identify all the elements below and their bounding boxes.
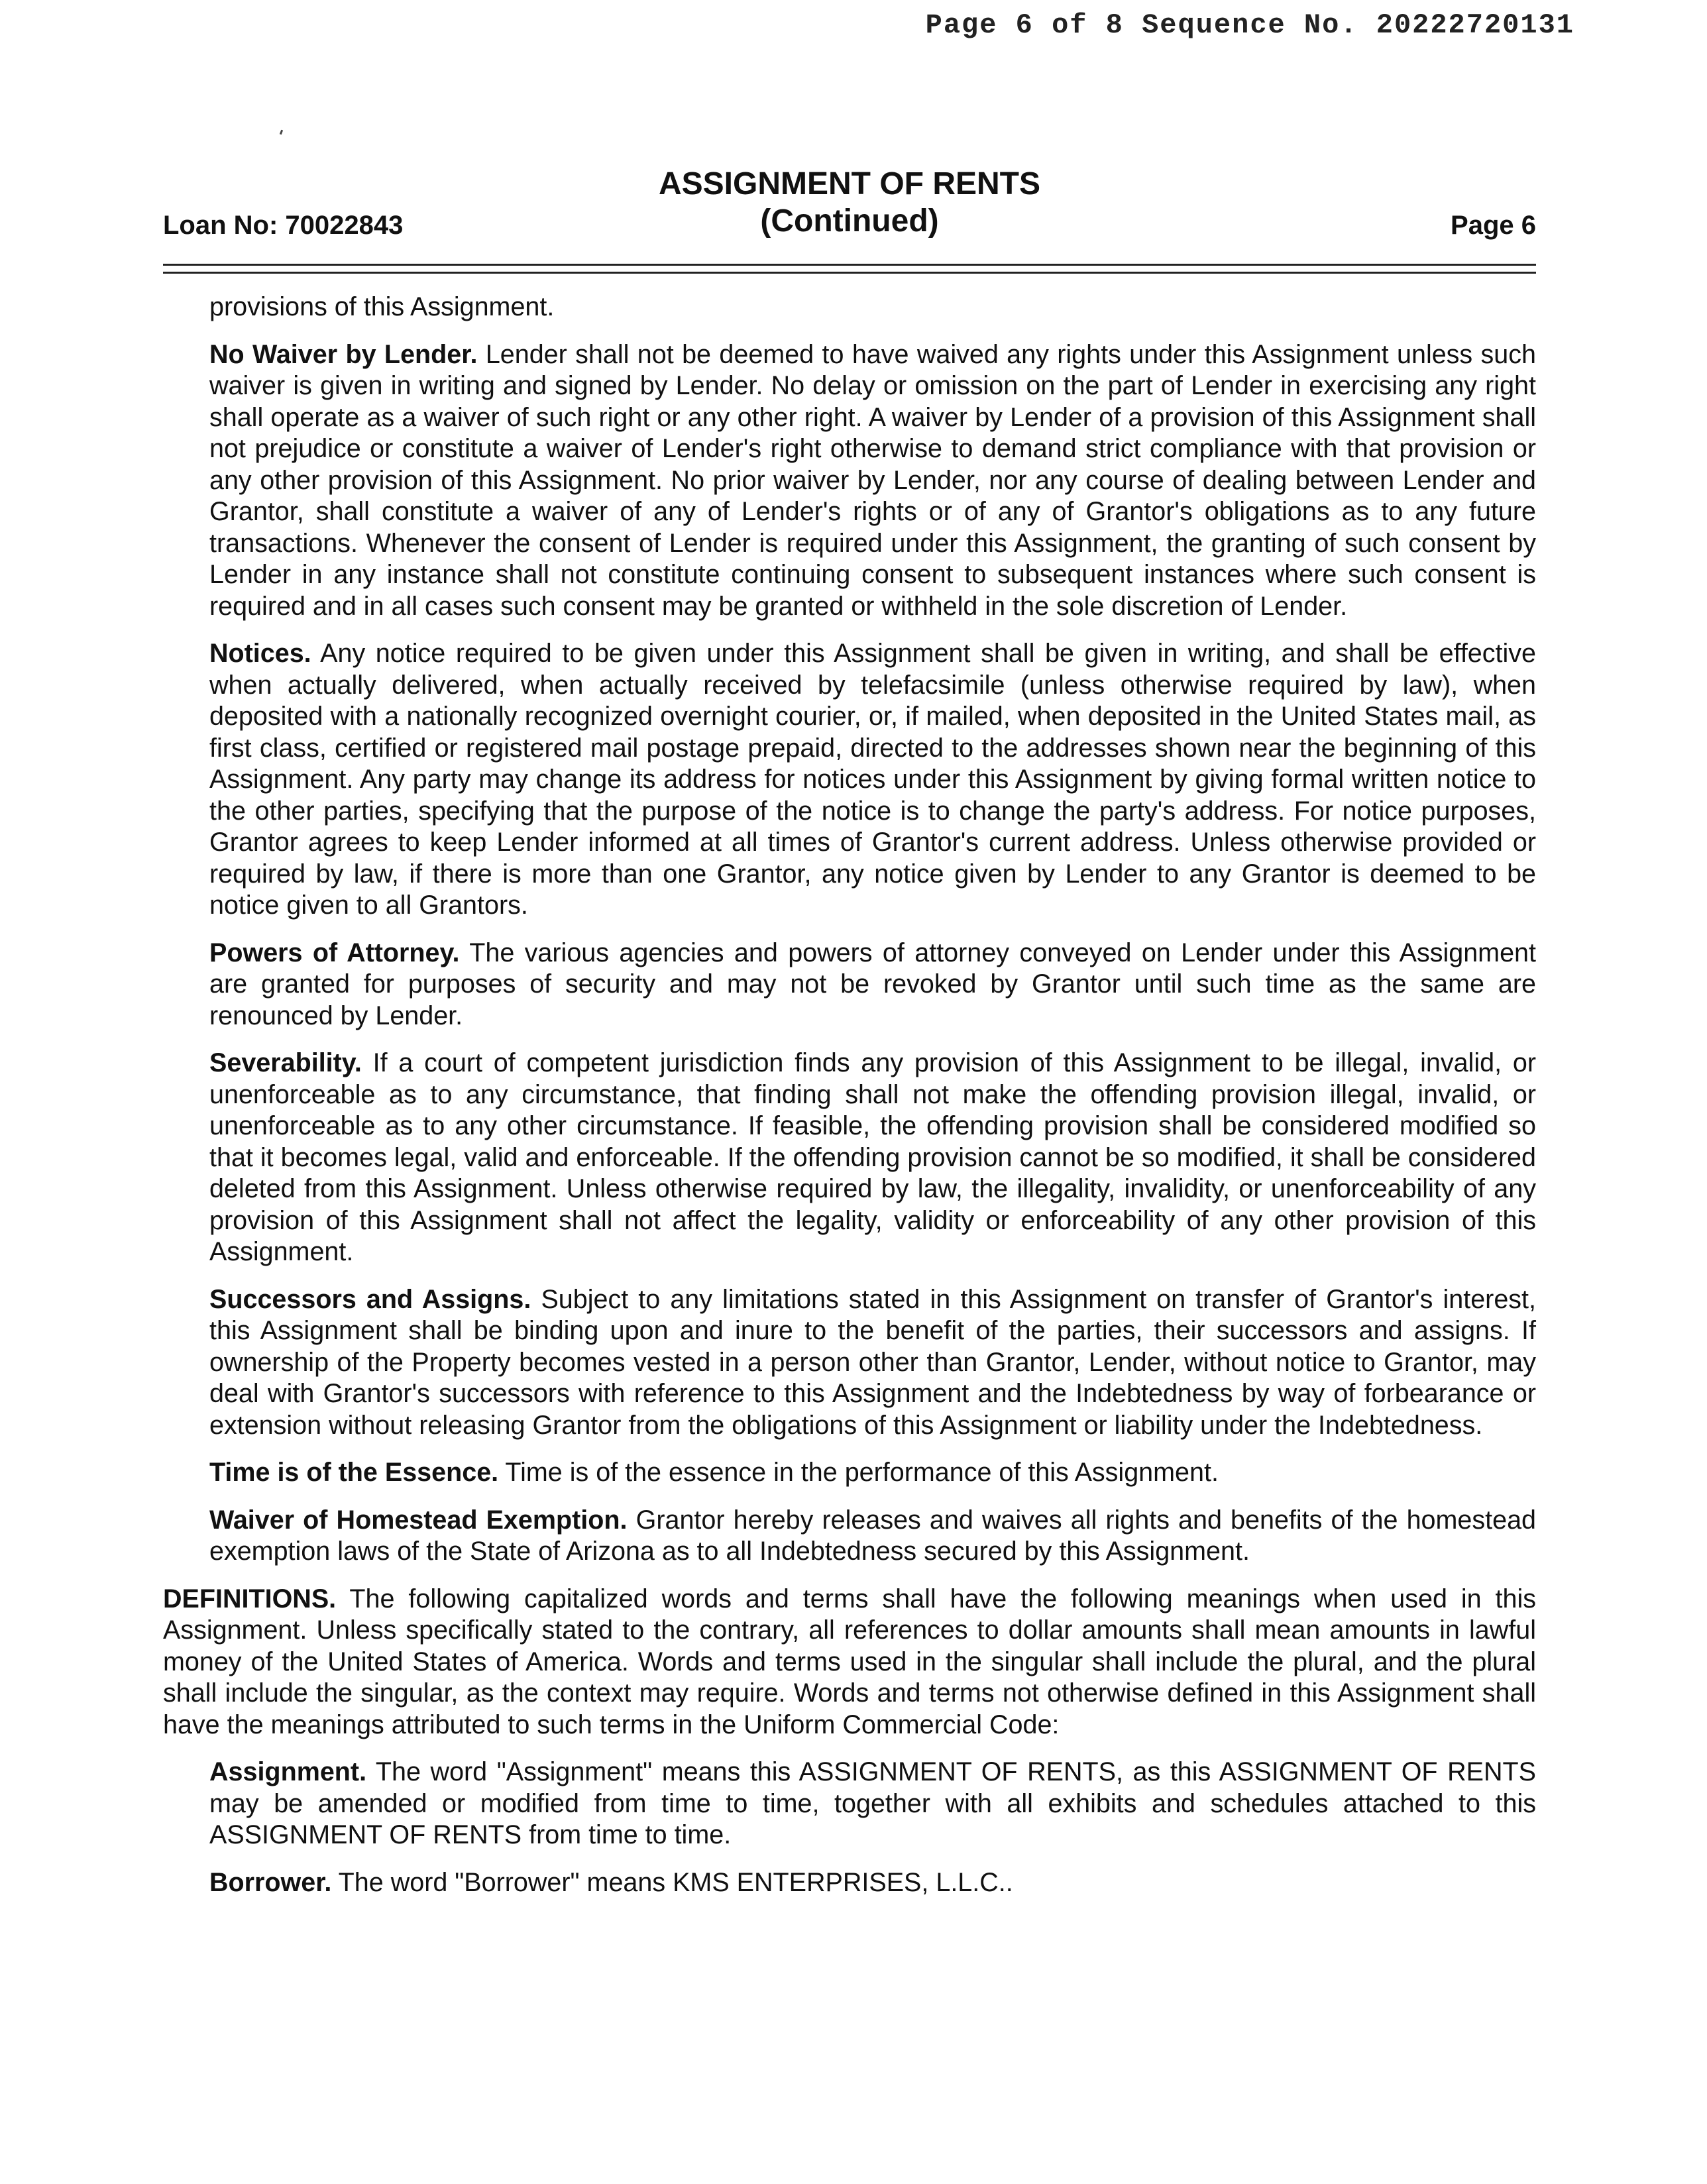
definitions-heading: DEFINITIONS.	[163, 1584, 337, 1613]
scan-speck	[280, 130, 283, 135]
document-body	[163, 292, 1536, 1914]
section-term: Severability.	[209, 1048, 362, 1077]
section-text: Lender shall not be deemed to have waived any rights under this Assignment unless such waiver is given in writing and signed by Lender. No delay or omission on the part of Lender in exercising any right shall operate as a waiver of such right or any other right. A waiver by Lender of a provision of this Assignment shall not prejudice or constitute a waiver of Lender's right otherwise to demand strict compliance with that provision or any other provision of this Assignment. No prior waiver by Lender, nor any course of dealing between Lender and Grantor, shall constitute a waiver of any of Lender's rights or of any of Grantor's obligations as to any future transactions. Whenever the consent of Lender is required under this Assignment, the granting of such consent by Lender in any instance shall not constitute continuing consent to subsequent instances where such consent is required and in all cases such consent may be granted or withheld in the sole discretion of Lender.	[209, 339, 1536, 621]
section-term: No Waiver by Lender.	[209, 339, 478, 369]
section-term: Notices.	[209, 639, 311, 668]
header-divider-bottom	[163, 272, 1536, 274]
section-severability	[209, 1048, 1536, 1268]
section-text: If a court of competent jurisdiction finds any provision of this Assignment to be illegal, invalid, or unenforceable as to any circumstance, that finding shall not make the offending provision illegal, invalid, or unenforceable as to any other circumstance. If feasible, the offending provision shall be considered modified so that it becomes legal, valid and enforceable. If the offending provision cannot be so modified, it shall be considered deleted from this Assignment. Unless otherwise required by law, the illegality, invalidity, or unenforceability of any provision of this Assignment shall not affect the legality, validity or enforceability of any other provision of this Assignment.	[209, 1048, 1536, 1266]
definitions-intro	[163, 1584, 1536, 1741]
page-number: Page 6	[1451, 211, 1536, 240]
continued-text: provisions of this Assignment.	[209, 292, 555, 321]
section-successors-and-assigns	[209, 1284, 1536, 1442]
section-homestead-waiver	[209, 1505, 1536, 1568]
loan-number: Loan No: 70022843	[163, 211, 404, 240]
document-title: ASSIGNMENT OF RENTS	[658, 166, 1041, 201]
section-text: Grantor hereby releases and waives all rights and benefits of the homestead exemption laws of the State of Arizona as to all Indebtedness secured by this Assignment.	[209, 1505, 1536, 1566]
header-divider-top	[163, 264, 1536, 266]
section-term: Powers of Attorney.	[209, 938, 460, 967]
section-no-waiver	[209, 339, 1536, 623]
section-term: Time is of the Essence.	[209, 1458, 499, 1487]
section-text: Subject to any limitations stated in this Assignment on transfer of Grantor's interest, this Assignment shall be binding upon and inure to the benefit of the parties, their successors and assigns. If ownership of the Property becomes vested in a person other than Grantor, Lender, without notice to Grantor, may deal with Grantor's successors with reference to this Assignment and the Indebtedness by way of forbearance or extension without releasing Grantor from the obligations of this Assignment or liability under the Indebtedness.	[209, 1284, 1536, 1440]
section-term: Waiver of Homestead Exemption.	[209, 1505, 628, 1535]
section-notices	[209, 638, 1536, 922]
section-term: Successors and Assigns.	[209, 1284, 531, 1314]
definition-assignment	[209, 1757, 1536, 1851]
definition-term: Assignment.	[209, 1757, 367, 1786]
definitions-text: The following capitalized words and terms shall have the following meanings when used in this Assignment. Unless specifically stated to the contrary, all references to dollar amounts shall mean amounts in lawful money of the United States of America. Words and terms used in the singular shall include the plural, and the plural shall include the singular, as the context may require. Words and terms not otherwise defined in this Assignment shall have the meanings attributed to such terms in the Uniform Commercial Code:	[163, 1584, 1536, 1739]
definition-borrower	[209, 1867, 1536, 1899]
section-powers-of-attorney	[209, 938, 1536, 1032]
definition-text: The word "Borrower" means KMS ENTERPRISES, L.L.C..	[338, 1867, 1013, 1897]
document-subtitle: (Continued)	[760, 203, 939, 239]
section-time-of-essence	[209, 1457, 1536, 1489]
section-text: Time is of the essence in the performance of this Assignment.	[505, 1458, 1219, 1487]
document-header	[163, 166, 1536, 245]
definition-term: Borrower.	[209, 1867, 332, 1897]
definition-text: The word "Assignment" means this ASSIGNMENT OF RENTS, as this ASSIGNMENT OF RENTS may be amended or modified from time to time, together with all exhibits and schedules attached to this ASSIGNMENT OF RENTS from time to time.	[209, 1757, 1536, 1849]
recording-stamp: Page 6 of 8 Sequence No. 20222720131	[925, 9, 1574, 41]
section-text: The various agencies and powers of attorney conveyed on Lender under this Assignment are granted for purposes of security and may not be revoked by Grantor until such time as the same are renounced by Lender.	[209, 938, 1537, 1030]
section-text: Any notice required to be given under this Assignment shall be given in writing, and shall be effective when actually delivered, when actually received by telefacsimile (unless otherwise required by law), when deposited with a nationally recognized overnight courier, or, if mailed, when deposited in the United States mail, as first class, certified or registered mail postage prepaid, directed to the addresses shown near the beginning of this Assignment. Any party may change its address for notices under this Assignment by giving formal written notice to the other parties, specifying that the purpose of the notice is to change the party's address. For notice purposes, Grantor agrees to keep Lender informed at all times of Grantor's current address. Unless otherwise provided or required by law, if there is more than one Grantor, any notice given by Lender to any Grantor is deemed to be notice given to all Grantors.	[209, 639, 1536, 920]
